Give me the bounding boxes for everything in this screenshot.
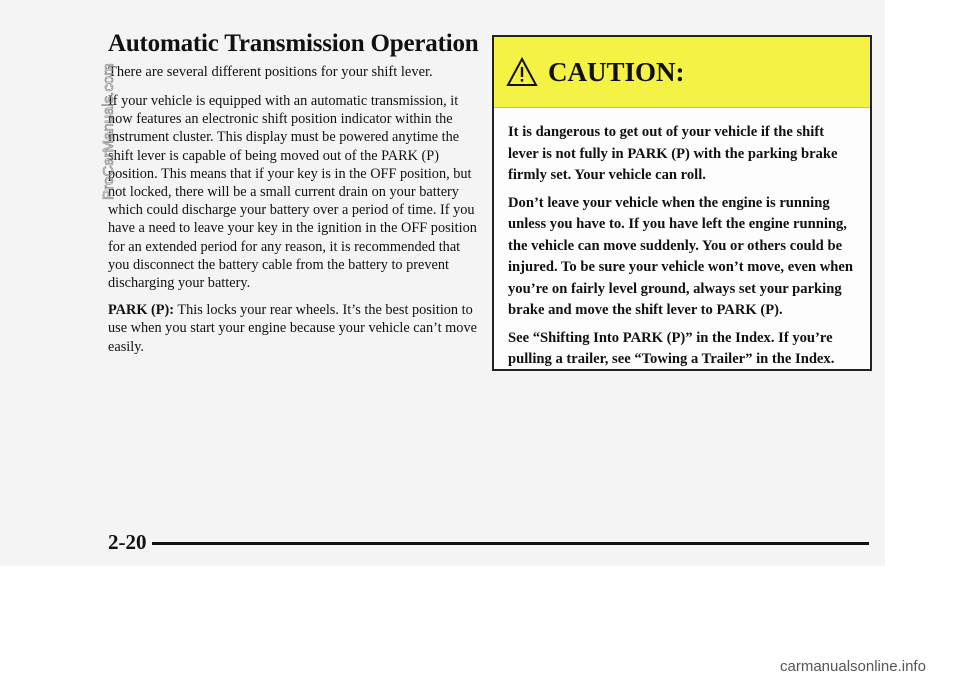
page-number: 2-20 [108, 530, 147, 554]
caution-paragraph: Don’t leave your vehicle when the engine is running unless you have to. If you have left the engine running, the vehicle can move suddenly. You or others could be injured. To be sure your vehicle won’t move, even when you’re on fairly level ground, always set your parking brake and move the shift lever to PARK (P). [508, 194, 853, 318]
site-watermark: carmanualsonline.info [780, 658, 926, 675]
park-text: This locks your rear wheels. It’s the best position to use when you start your engine because your vehicle can’t move easily. [108, 302, 477, 355]
paragraph-display: If your vehicle is equipped with an automatic transmission, it now features an electronic shift position indicator within the instrument cluster. This display must be powered anytime the shift lever is capable of being moved out of the PARK (P) position. This means that if your key is in the OFF position, but not locked, there will be a small current drain on your battery which could discharge your battery over a period of time. If you have a need to leave your key in the ignition in the OFF position for an extended period for any reason, it is recommended that you disconnect the battery cable from the battery to prevent discharging your battery. [108, 93, 477, 292]
caution-paragraph: It is dangerous to get out of your vehicle if the shift lever is not fully in PARK (P) with the parking brake firmly set. Your vehicle can roll. [508, 124, 838, 183]
park-label: PARK (P): [108, 302, 175, 319]
caution-box [492, 35, 872, 371]
paragraph-park [108, 301, 478, 356]
caution-header [494, 37, 870, 108]
body-text [108, 92, 478, 365]
caution-body [494, 108, 870, 371]
caution-paragraph: See “Shifting Into PARK (P)” in the Index. If you’re pulling a trailer, see “Towing a Trailer” in the Index. [508, 329, 835, 367]
footer-rule [152, 542, 869, 545]
watermark-vertical-text: ProCarManuals.com [100, 63, 117, 200]
warning-triangle-icon [506, 57, 538, 87]
intro-sentence: There are several different positions for your shift lever. [108, 64, 433, 80]
page-title: Automatic Transmission Operation [108, 30, 479, 57]
caution-heading: CAUTION: [548, 56, 685, 87]
watermark-vertical [95, 0, 125, 200]
